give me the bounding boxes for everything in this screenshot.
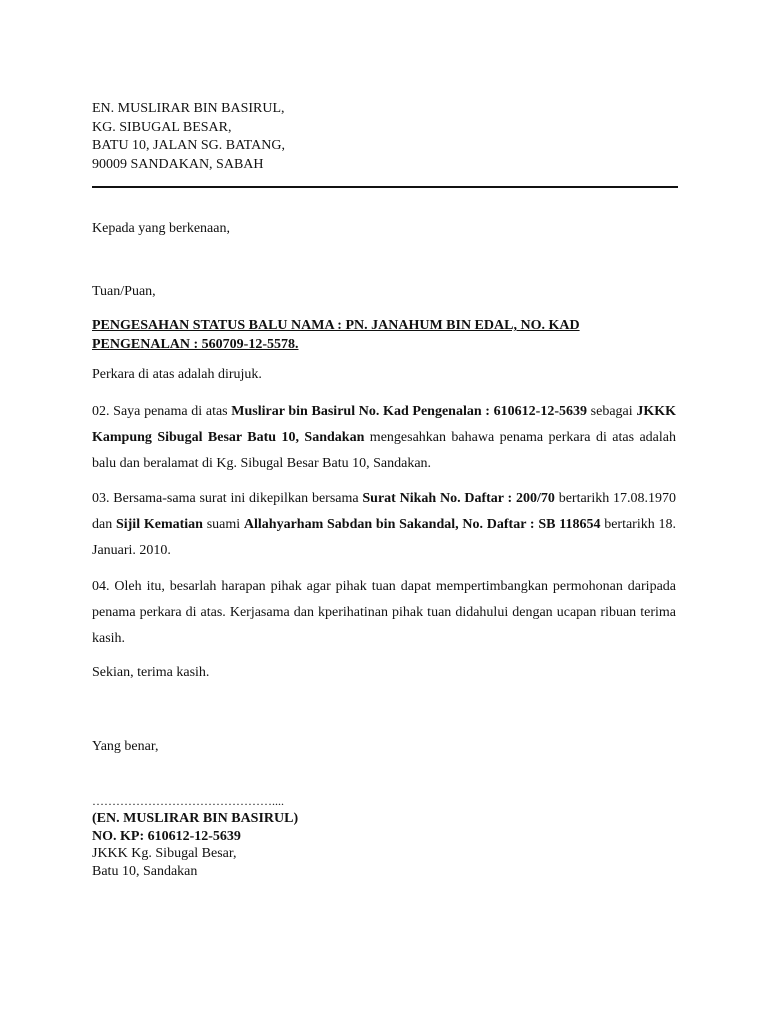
signatory-place: Batu 10, Sandakan (92, 863, 198, 879)
p3-marriage-cert: Surat Nikah No. Daftar : 200/70 (362, 491, 555, 506)
subject-line-2: PENGENALAN : 560709-12-5578. (92, 337, 299, 352)
paragraph-reference: Perkara di atas adalah dirujuk. (92, 367, 262, 382)
p2-sender-ic: Muslirar bin Basirul No. Kad Pengenalan : 610612-12-5639 (231, 404, 587, 419)
paragraph-02 (92, 399, 676, 477)
signatory-org: JKKK Kg. Sibugal Besar, (92, 846, 237, 861)
closing-line: Sekian, terima kasih. (92, 665, 210, 680)
p3-text-c: bertarikh 17.08.1970 dan (92, 491, 677, 532)
header-divider (92, 186, 678, 188)
p3-text-g: bertarikh 18. Januari. 2010. (92, 517, 676, 558)
paragraph-03 (92, 486, 676, 564)
p2-text-e: mengesahkan bahawa penama perkara di atas adalah balu dan beralamat di Kg. Sibugal Besar Batu 10, Sandakan. (92, 430, 676, 471)
sender-postcode-city: 90009 SANDAKAN, SABAH (92, 156, 264, 172)
salutation: Tuan/Puan, (92, 284, 156, 299)
subject-heading (92, 316, 676, 354)
signature-block (92, 792, 298, 880)
p3-death-cert: Sijil Kematian (115, 517, 203, 532)
p3-text-e: suami (202, 517, 244, 532)
signatory-name: (EN. MUSLIRAR BIN BASIRUL) (92, 811, 299, 826)
sender-street: BATU 10, JALAN SG. BATANG, (92, 138, 285, 153)
recipient-line: Kepada yang berkenaan, (92, 221, 230, 236)
signatory-ic: NO. KP: 610612-12-5639 (92, 828, 241, 844)
p2-text-a: 02. Saya penama di atas (92, 404, 232, 419)
subject-line-1: PENGESAHAN STATUS BALU NAMA : PN. JANAHUM BIN EDAL, NO. KAD (92, 318, 580, 333)
p3-deceased-name: Allahyarham Sabdan bin Sakandal, No. Daftar : SB 118654 (243, 517, 601, 532)
signoff-line: Yang benar, (92, 739, 159, 754)
signature-dots: ……………………………………….... (92, 794, 284, 808)
paragraph-04: 04. Oleh itu, besarlah harapan pihak agar pihak tuan dapat mempertimbangkan permohonan daripada penama perkara di atas. Kerjasama dan kperihatinan pihak tuan didahului dengan ucapan ribuan terima kasih. (92, 579, 676, 646)
sender-name: EN. MUSLIRAR BIN BASIRUL, (92, 101, 285, 116)
sender-address (92, 100, 285, 174)
p2-jkkk: JKKK Kampung Sibugal Besar Batu 10, Sandakan (92, 404, 676, 445)
p3-text-a: 03. Bersama-sama surat ini dikepilkan bersama (92, 491, 363, 506)
p2-text-c: sebagai (586, 404, 637, 419)
sender-village: KG. SIBUGAL BESAR, (92, 119, 232, 135)
